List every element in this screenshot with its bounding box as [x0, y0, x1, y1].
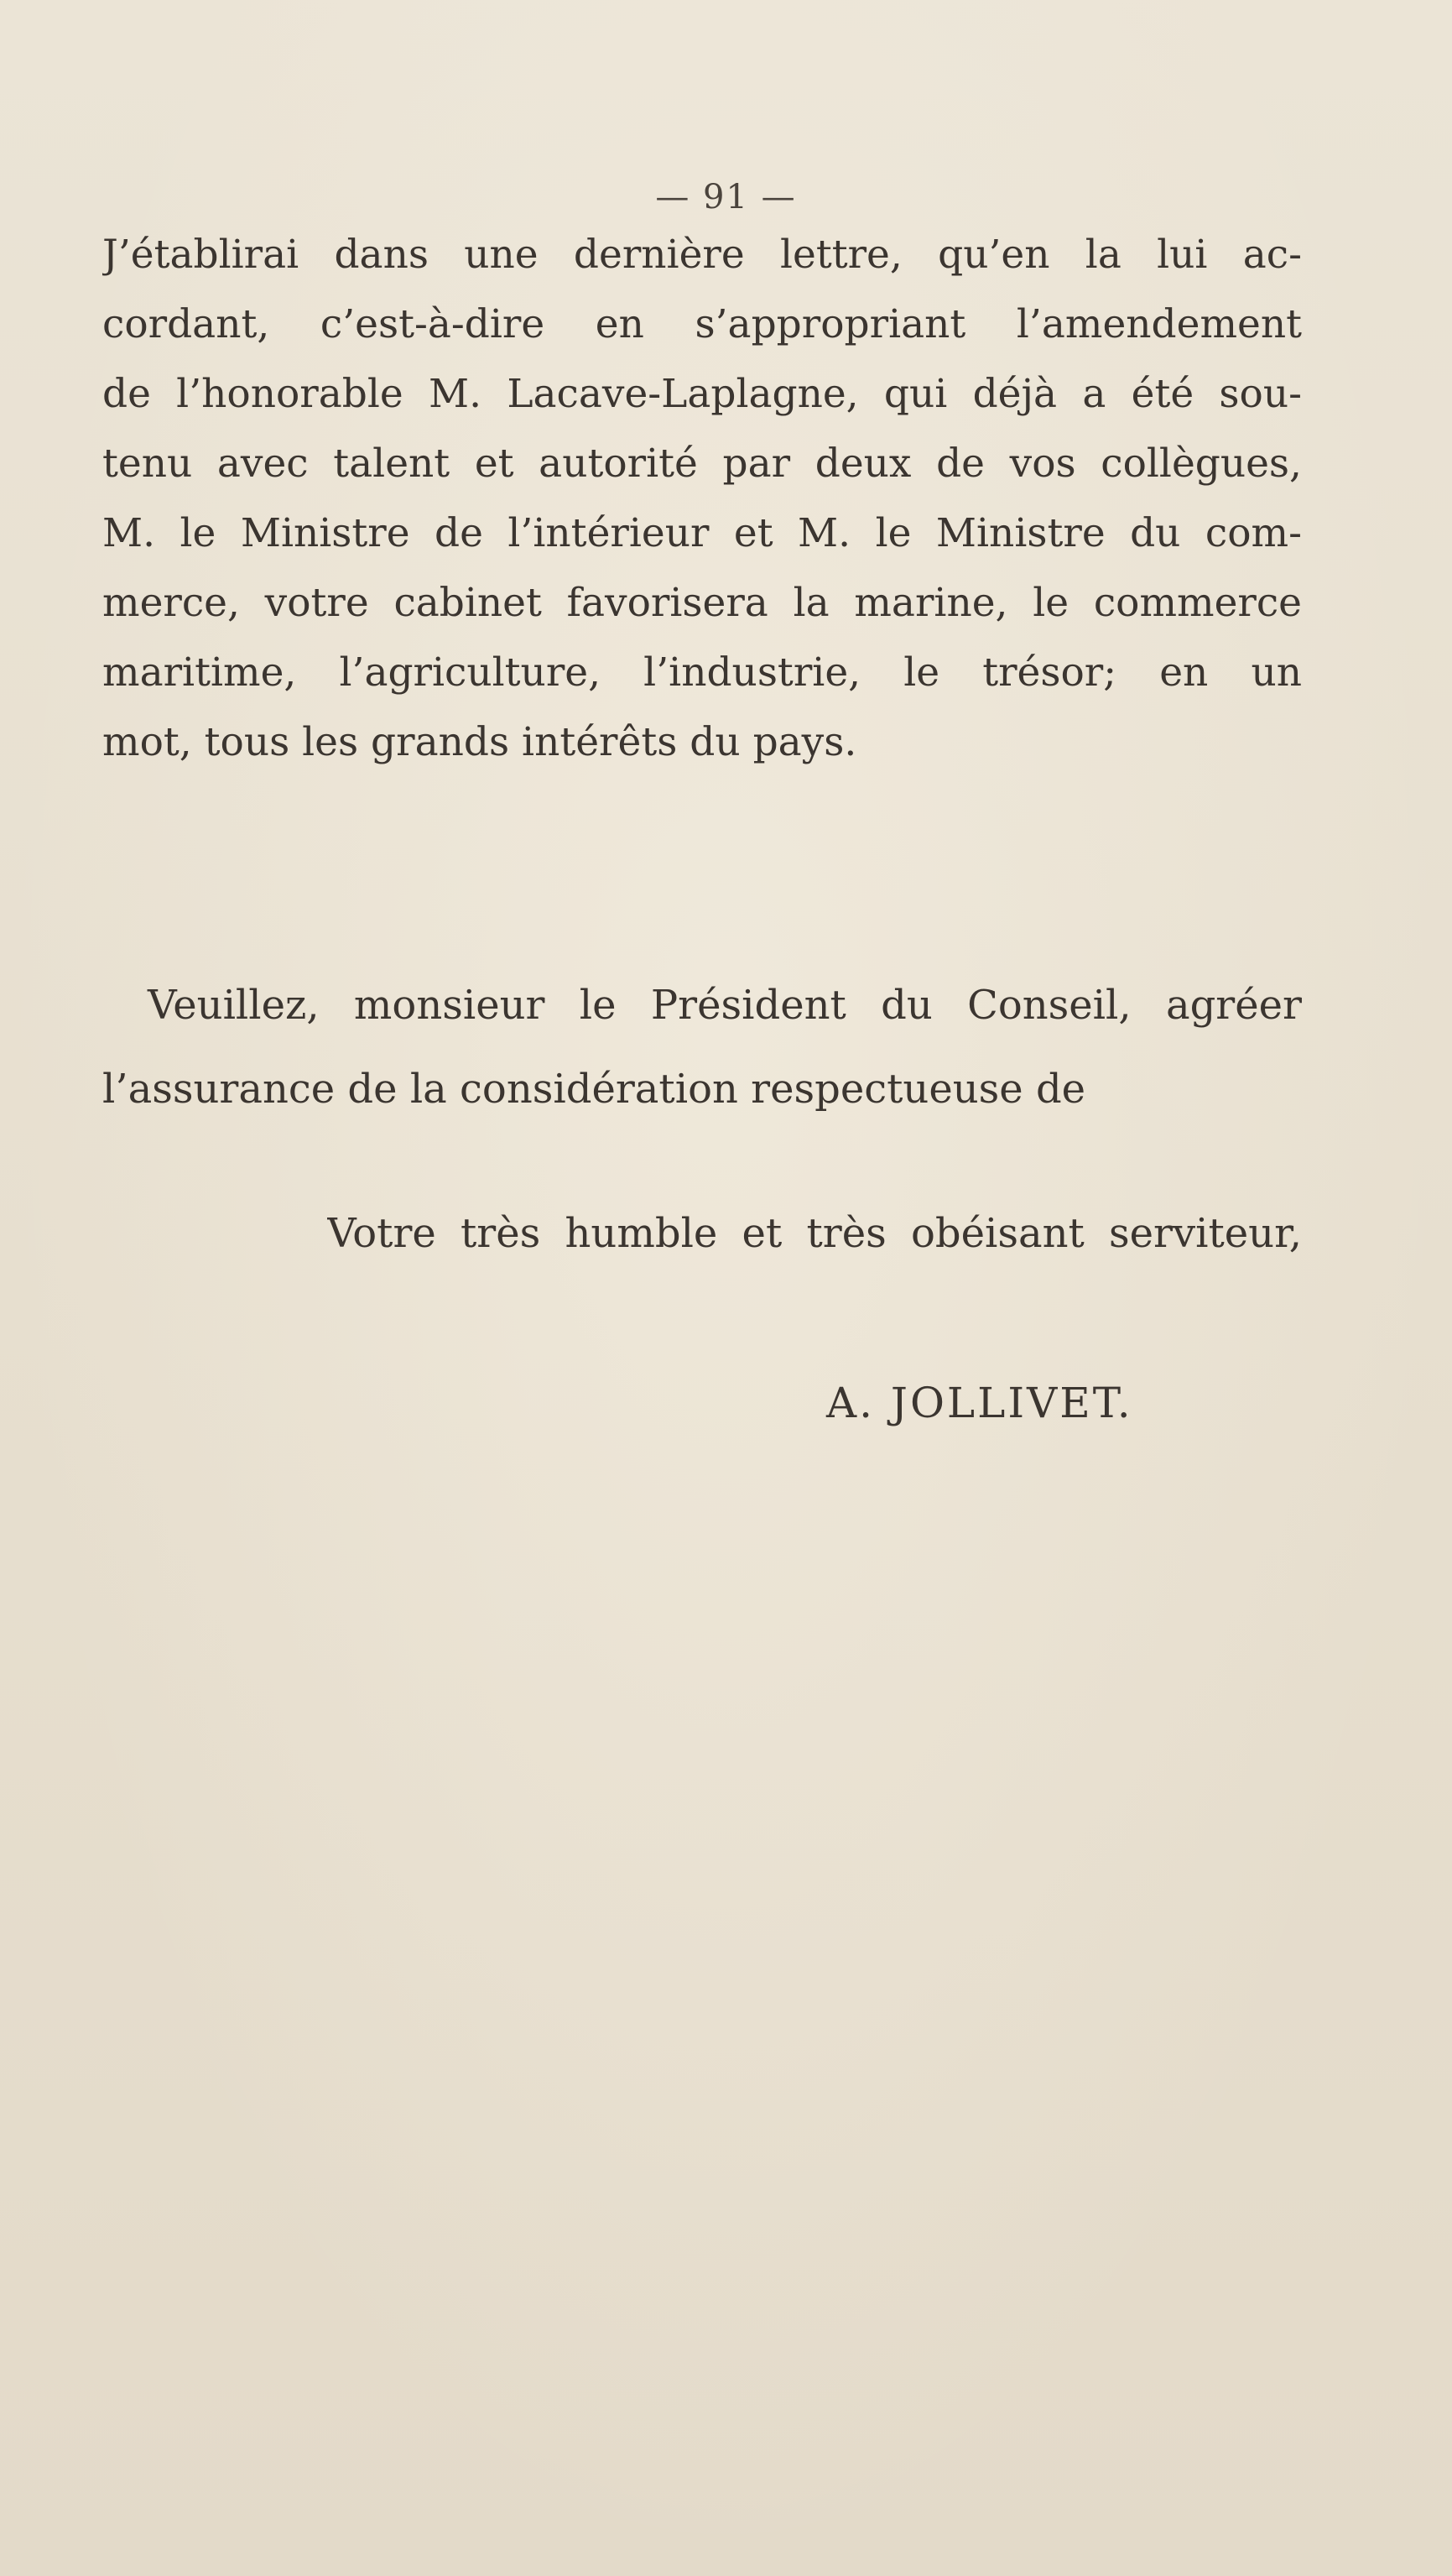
paragraph-line: maritime, l’agriculture, l’industrie, le trésor; en un	[102, 649, 1302, 696]
page-number: — 91 —	[655, 178, 797, 216]
signature: A. JOLLIVET.	[826, 1379, 1133, 1427]
letter-paragraph	[102, 220, 1302, 777]
paragraph-line: M. le Ministre de l’intérieur et M. le Ministre du com-	[102, 510, 1302, 556]
paragraph-line: tenu avec talent et autorité par deux de vos collègues,	[102, 441, 1302, 487]
paragraph-line: cordant, c’est-à-dire en s’appropriant l’amendement	[102, 301, 1302, 347]
paragraph-line: J’établirai dans une dernière lettre, qu’en la lui ac-	[102, 232, 1302, 278]
closing-line: l’assurance de la considération respectueuse de	[102, 1066, 1086, 1113]
closing-formula	[102, 963, 1302, 1131]
paragraph-line: merce, votre cabinet favorisera la marine, le commerce	[102, 580, 1302, 626]
paragraph-line: mot, tous les grands intérêts du pays.	[102, 719, 857, 765]
paragraph-line: de l’honorable M. Lacave-Laplagne, qui déjà a été sou-	[102, 371, 1302, 417]
salutation: Votre très humble et très obéisant serviteur,	[327, 1210, 1302, 1257]
closing-line: Veuillez, monsieur le Président du Conseil, agréer	[148, 982, 1302, 1029]
